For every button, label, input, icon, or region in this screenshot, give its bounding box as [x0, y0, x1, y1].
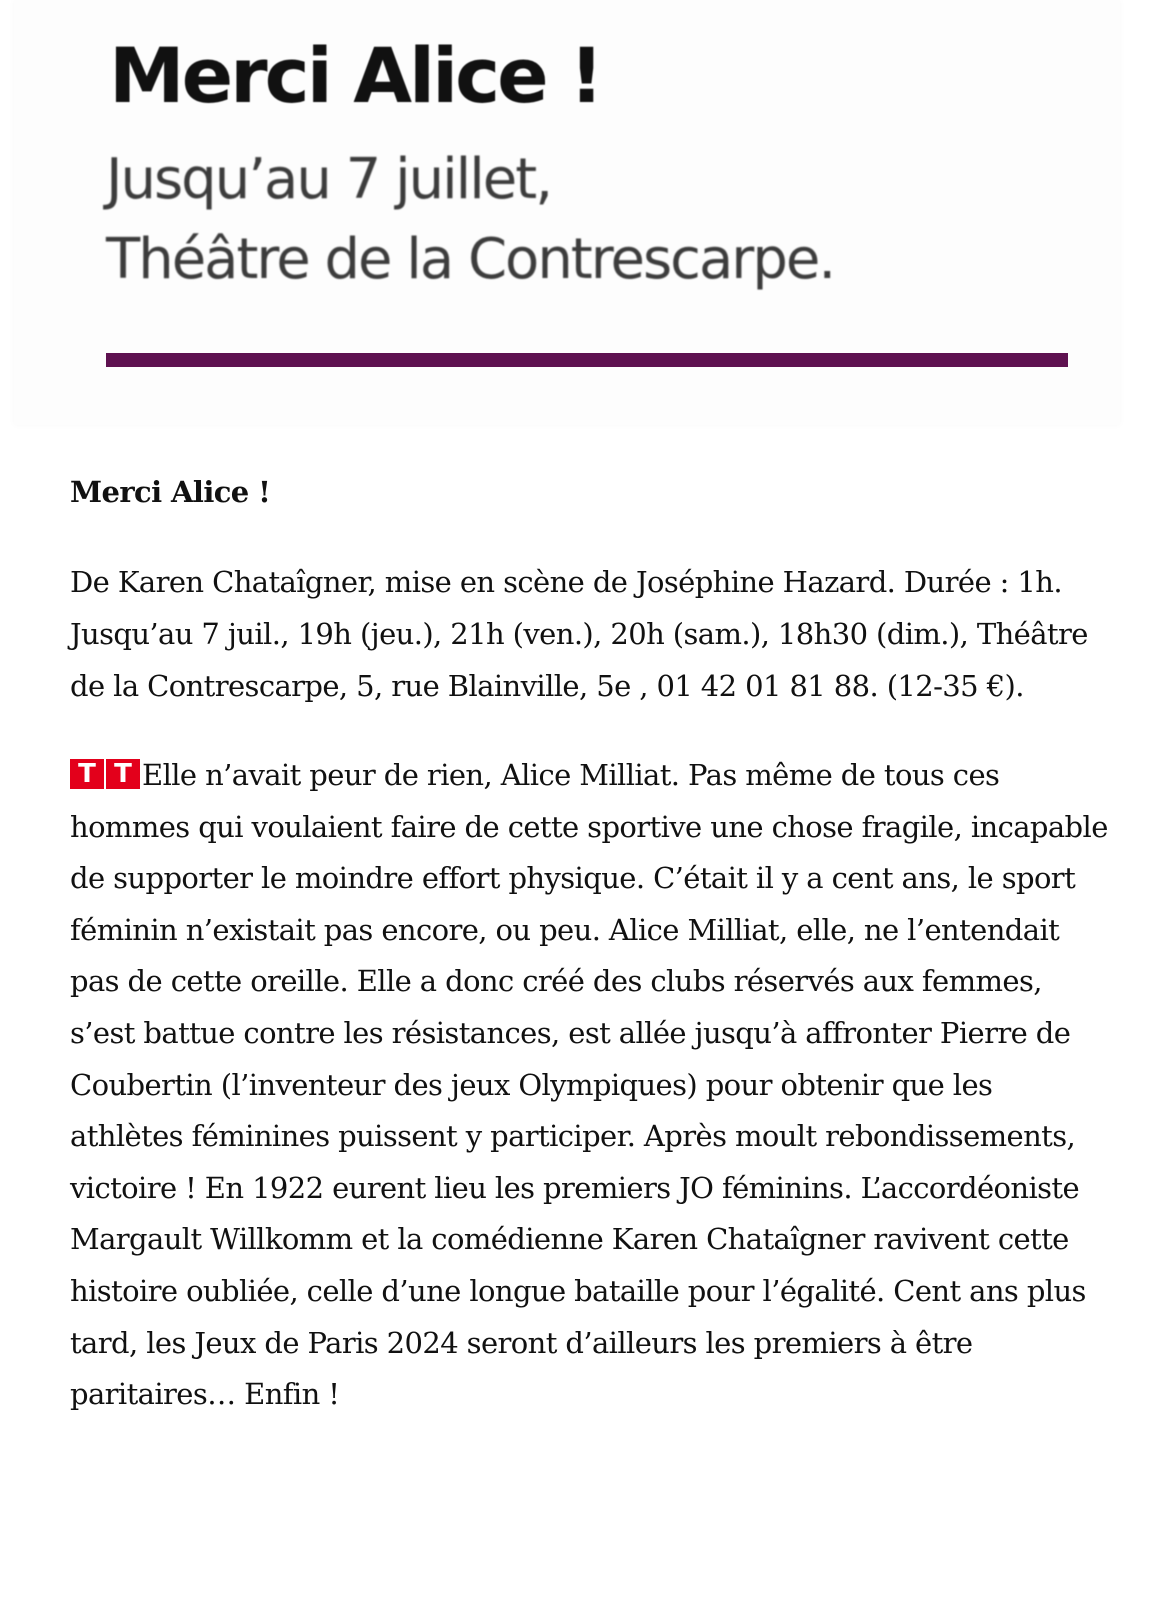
review-article: [70, 466, 1110, 1421]
show-info: De Karen Chataîgner, mise en scène de Joséphine Hazard. Durée : 1h. Jusqu’au 7 juil., 19h (jeu.), 21h (ven.), 20h (sam.), 18h30 (dim.), Théâtre de la Contrescarpe, 5, rue Blainville, 5e , 01 42 01 81 88. (12-35 €).: [70, 565, 1088, 703]
article-title: Merci Alice !: [70, 475, 271, 509]
review-text: Elle n’avait peur de rien, Alice Milliat. Pas même de tous ces hommes qui voulaient faire de cette sportive une chose fragile, incapable de supporter le moindre effort physique. C’était il y a cent ans, le sport féminin n’existait pas encore, ou peu. Alice Milliat, elle, ne l’entendait pas de cette oreille. Elle a donc créé des clubs réservés aux femmes, s’est battue contre les résistances, est allée jusqu’à affronter Pierre de Coubertin (l’inventeur des jeux Olympiques) pour obtenir que les athlètes féminines puissent y participer. Après moult rebondissements, victoire ! En 1922 eurent lieu les premiers JO féminins. L’accordéoniste Margault Willkomm et la comédienne Karen Chataîgner ravivent cette histoire oubliée, celle d’une longue bataille pour l’égalité. Cent ans plus tard, les Jeux de Paris 2024 seront d’ailleurs les premiers à être paritaires… Enfin !: [70, 758, 1108, 1412]
poster-banner: [14, 0, 1120, 425]
rating-badge: [70, 759, 140, 789]
review-paragraph: [70, 750, 1110, 1421]
banner-title: Merci Alice !: [109, 31, 601, 120]
rating-symbol: T: [106, 759, 140, 789]
banner-subtitle-venue: Théâtre de la Contrescarpe.: [106, 227, 835, 292]
banner-divider: [106, 353, 1068, 367]
banner-subtitle-date: Jusqu’au 7 juillet,: [106, 147, 551, 212]
rating-symbol: T: [70, 759, 104, 789]
